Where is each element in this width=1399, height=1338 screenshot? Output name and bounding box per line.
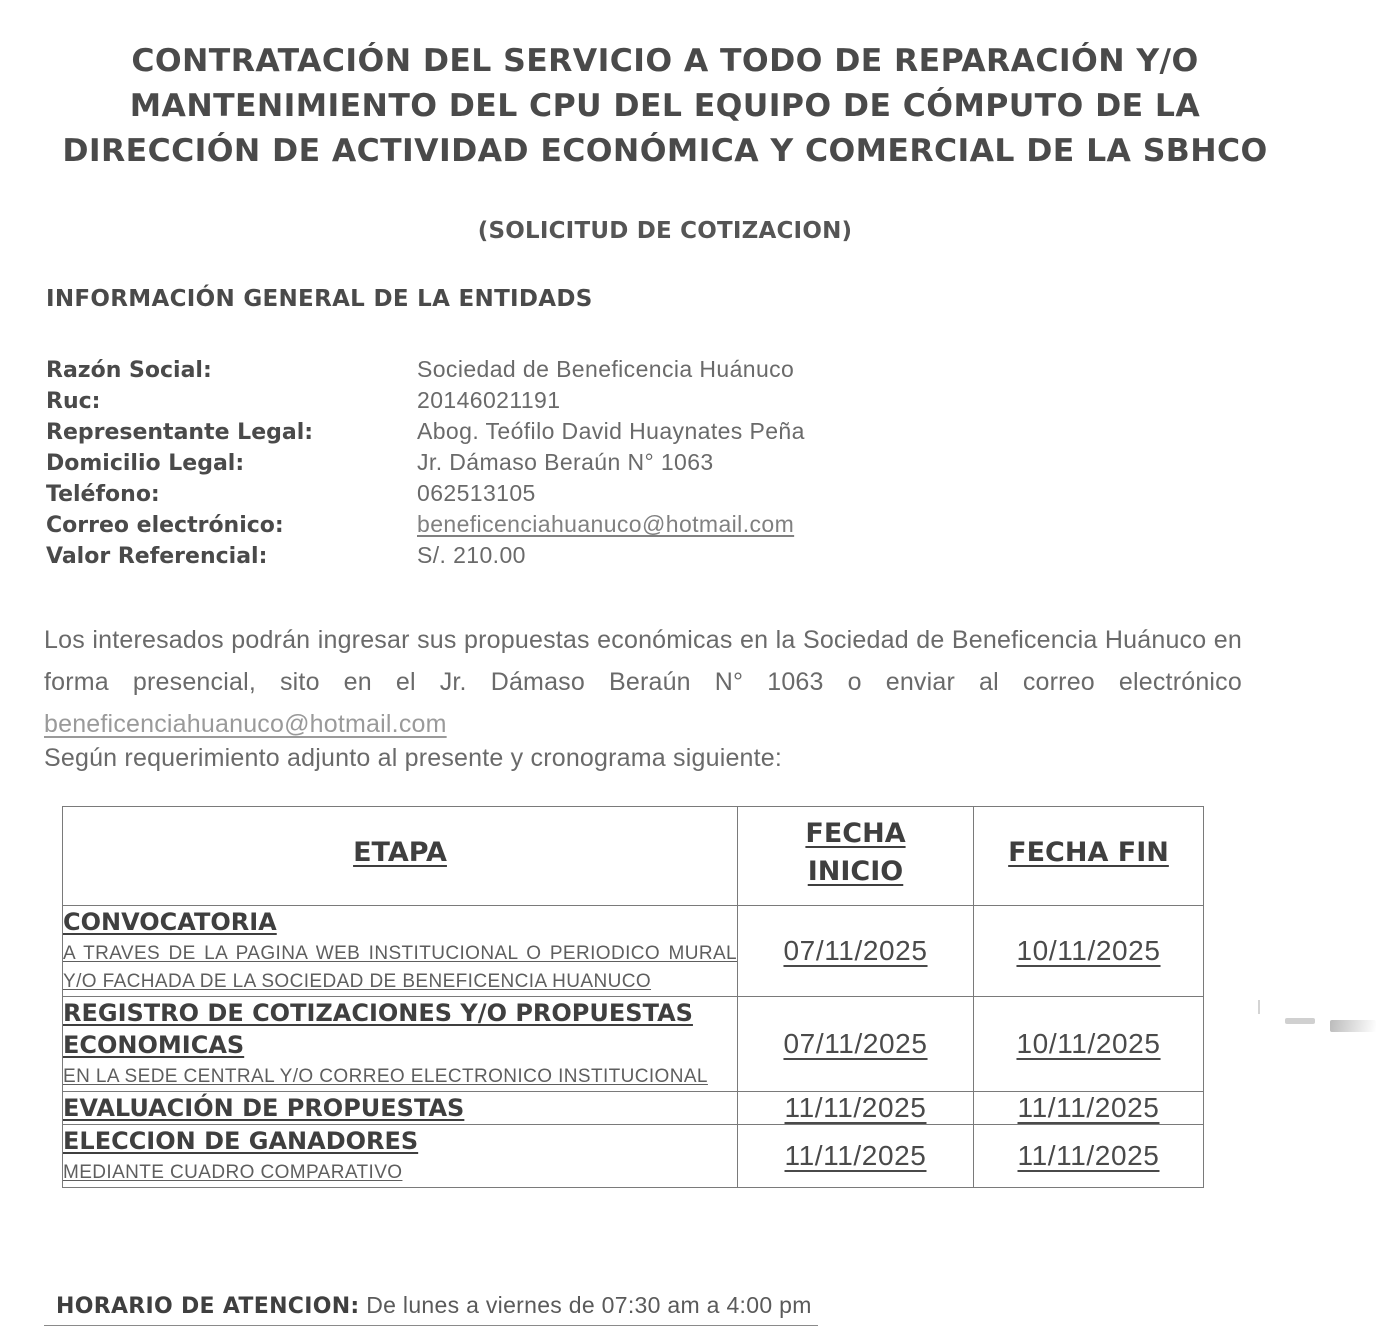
info-label: Ruc: xyxy=(46,389,101,414)
cell-etapa-convocatoria xyxy=(63,906,738,997)
fecha-inicio-value: 11/11/2025 xyxy=(784,1140,927,1171)
info-value: Abog. Teófilo David Huaynates Peña xyxy=(417,418,805,444)
submission-instructions-paragraph xyxy=(44,619,1242,745)
section-heading-entity-info: INFORMACIÓN GENERAL DE LA ENTIDADS xyxy=(46,286,593,312)
schedule-table xyxy=(62,806,1204,1188)
etapa-description: MEDIANTE CUADRO COMPARATIVO xyxy=(63,1162,403,1183)
scan-artifact-smudge xyxy=(1330,1020,1376,1032)
info-label: Representante Legal: xyxy=(46,420,314,445)
column-header-fecha-inicio-line1: FECHA xyxy=(805,818,906,849)
info-label: Correo electrónico: xyxy=(46,513,284,538)
table-row xyxy=(63,1092,1204,1125)
info-value: S/. 210.00 xyxy=(417,542,526,568)
etapa-description: A TRAVES DE LA PAGINA WEB INSTITUCIONAL O PERIODICO MURAL Y/O FACHADA DE LA SOCIEDAD DE BENEFICENCIA HUANUCO xyxy=(63,943,737,992)
cell-fecha-inicio xyxy=(738,1125,974,1188)
info-label: Razón Social: xyxy=(46,358,212,383)
column-header-fecha-fin xyxy=(974,807,1204,906)
fecha-fin-value: 10/11/2025 xyxy=(1016,1028,1161,1059)
cell-fecha-fin xyxy=(974,997,1204,1092)
email-link[interactable]: beneficenciahuanuco@hotmail.com xyxy=(417,511,795,537)
etapa-description: EN LA SEDE CENTRAL Y/O CORREO ELECTRONICO INSTITUCIONAL xyxy=(63,1066,708,1087)
email-link-inline[interactable]: beneficenciahuanuco@hotmail.com xyxy=(44,710,447,738)
info-value: Jr. Dámaso Beraún N° 1063 xyxy=(417,449,714,475)
column-header-fecha-inicio-line2: INICIO xyxy=(807,856,904,887)
info-label: Valor Referencial: xyxy=(46,544,268,569)
fecha-fin-value: 11/11/2025 xyxy=(1017,1092,1160,1123)
table-row xyxy=(63,906,1204,997)
fecha-fin-value: 11/11/2025 xyxy=(1017,1140,1160,1171)
scan-artifact-tick xyxy=(1258,1000,1260,1014)
info-label: Teléfono: xyxy=(46,482,160,507)
cell-etapa-eleccion-ganadores xyxy=(63,1125,738,1188)
cell-fecha-inicio xyxy=(738,906,974,997)
info-row-razon-social xyxy=(46,356,1246,387)
info-row-domicilio-legal xyxy=(46,449,1246,480)
info-row-correo-electronico xyxy=(46,511,1246,542)
attention-hours-note xyxy=(44,1292,818,1326)
info-value: 20146021191 xyxy=(417,387,561,413)
etapa-title: REGISTRO DE COTIZACIONES Y/O PROPUESTAS ECONOMICAS xyxy=(63,999,693,1059)
table-row xyxy=(63,997,1204,1092)
info-value: Sociedad de Beneficencia Huánuco xyxy=(417,356,795,382)
cell-fecha-fin xyxy=(974,1092,1204,1125)
column-header-etapa-label: ETAPA xyxy=(353,837,447,868)
cell-fecha-inicio xyxy=(738,997,974,1092)
cell-etapa-registro-cotizaciones xyxy=(63,997,738,1092)
info-value: 062513105 xyxy=(417,480,536,506)
cell-etapa-evaluacion-propuestas xyxy=(63,1092,738,1125)
attention-hours-value: De lunes a viernes de 07:30 am a 4:00 pm xyxy=(359,1292,812,1318)
paragraph-text: Los interesados podrán ingresar sus propuestas económicas en la Sociedad de Beneficencia Huánuco en forma presencial, sito en el Jr. Dámaso Beraún N° 1063 o enviar al correo electrónico xyxy=(44,626,1242,696)
cell-fecha-fin xyxy=(974,1125,1204,1188)
etapa-title: EVALUACIÓN DE PROPUESTAS xyxy=(63,1094,465,1122)
column-header-fecha-inicio xyxy=(738,807,974,906)
page-subtitle: (SOLICITUD DE COTIZACION) xyxy=(477,218,853,244)
column-header-fecha-fin-label: FECHA FIN xyxy=(1008,837,1169,868)
fecha-inicio-value: 07/11/2025 xyxy=(783,935,928,966)
attention-hours-label: HORARIO DE ATENCION: xyxy=(56,1294,360,1319)
etapa-title: ELECCION DE GANADORES xyxy=(63,1127,419,1155)
info-row-valor-referencial xyxy=(46,542,1246,573)
page-title: CONTRATACIÓN DEL SERVICIO A TODO DE REPARACIÓN Y/O MANTENIMIENTO DEL CPU DEL EQUIPO DE CÓMPUTO DE LA DIRECCIÓN DE ACTIVIDAD ECONÓMICA Y COMERCIAL DE LA SBHCO xyxy=(62,43,1268,170)
info-label: Domicilio Legal: xyxy=(46,451,245,476)
scan-artifact-faint-mark xyxy=(1285,1018,1315,1024)
cell-fecha-fin xyxy=(974,906,1204,997)
requirement-note-paragraph: Según requerimiento adjunto al presente y cronograma siguiente: xyxy=(44,744,783,772)
fecha-fin-value: 10/11/2025 xyxy=(1016,935,1161,966)
column-header-etapa xyxy=(63,807,738,906)
entity-info-list xyxy=(46,356,1246,573)
info-row-telefono xyxy=(46,480,1246,511)
table-header-row xyxy=(63,807,1204,906)
table-row xyxy=(63,1125,1204,1188)
fecha-inicio-value: 11/11/2025 xyxy=(784,1092,927,1123)
etapa-title: CONVOCATORIA xyxy=(63,908,277,936)
info-row-representante-legal xyxy=(46,418,1246,449)
info-row-ruc xyxy=(46,387,1246,418)
fecha-inicio-value: 07/11/2025 xyxy=(783,1028,928,1059)
cell-fecha-inicio xyxy=(738,1092,974,1125)
